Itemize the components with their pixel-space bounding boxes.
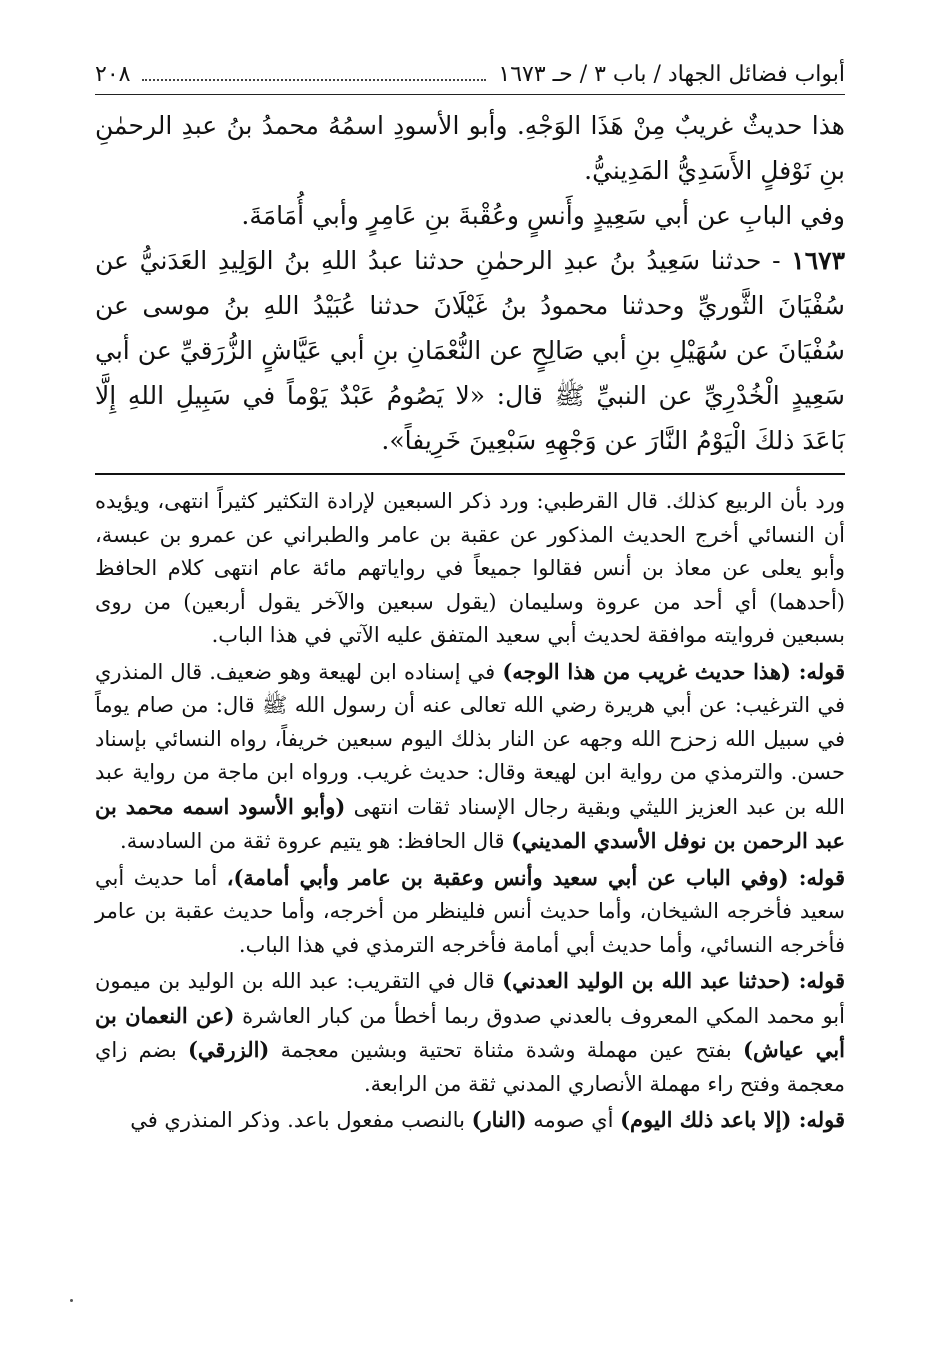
commentary-paragraph-4: قوله: (حدثنا عبد الله بن الوليد العدني) قال في التقريب: عبد الله بن الوليد بن ميمون أبو محمد المكي المعروف بالعدني صدوق ربما أخطأ من كبار العاشرة (عن النعمان بن أبي عياش) بفتح عين مهملة وشدة مثناة تحتية وبشين معجمة (الزرقي) بضم زاي معجمة وفتح راء مهملة الأنصاري المدني ثقة من الرابعة.	[95, 968, 845, 1096]
page-number: ٢٠٨	[95, 62, 131, 87]
commentary-quote-label: قوله: (هذا حديث غريب من هذا الوجه)	[502, 658, 846, 684]
header-dotted-leader	[142, 78, 486, 81]
hadith-paragraph	[95, 238, 845, 463]
commentary-quote-label: قوله: (حدثنا عبد الله بن الوليد العدني)	[502, 968, 845, 993]
commentary-paragraph-1: ورد بأن الربيع كذلك. قال القرطبي: ورد ذكر السبعين لإرادة التكثير كثيراً انتهى، ويؤيده أن النسائي أخرج الحديث المذكور عن عقبة بن عامر والطبراني عن عمرو بن عبسة، وأبو يعلى عن معاذ بن أنس فقالوا جميعاً في رواياتهم مائة عام انتهى كلام الحافظ (أحدهما) أي أحد من عروة وسليمان (يقول سبعين والآخر يقول أربعين) من روى بسبعين فروايته موافقة لحديث أبي سعيد المتفق عليه الآتي في هذا الباب.	[95, 489, 845, 647]
commentary-quote-label: قوله: (إلا باعد ذلك اليوم)	[620, 1107, 845, 1132]
hadith-main-text	[95, 103, 845, 463]
running-header	[95, 58, 845, 95]
document-page	[95, 58, 845, 1140]
commentary-quote-label: قوله: (وفي الباب عن أبي سعيد وأنس وعقبة بن عامر وأبي أمامة)،	[226, 864, 846, 890]
commentary-paragraph-3: قوله: (وفي الباب عن أبي سعيد وأنس وعقبة بن عامر وأبي أمامة)، أما حديث أبي سعيد فأخرجه الشيخان، وأما حديث أنس فلينظر من أخرجه، وأما حديث عقبة بن عامر فأخرجه النسائي، وأما حديث أبي أمامة فأخرجه الترمذي في هذا الباب.	[95, 864, 846, 957]
commentary-paragraph-2: قوله: (هذا حديث غريب من هذا الوجه) في إسناده ابن لهيعة وهو ضعيف. قال المنذري في الترغيب: عن أبي هريرة رضي الله تعالى عنه أن رسول الله ﷺ قال: من صام يوماً في سبيل الله زحزح الله وجهه عن النار بذلك اليوم سبعين خريفاً، رواه النسائي بإسناد حسن. والترمذي من رواية ابن لهيعة وقال: حديث غريب. ورواه ابن ماجة من رواية عبد الله بن عبد العزيز الليثي وبقية رجال الإسناد ثقات انتهى (وأبو الأسود اسمه محمد بن عبد الرحمن بن نوفل الأسدي المديني) قال الحافظ: هو يتيم عروة ثقة من السادسة.	[95, 658, 846, 853]
scan-speck	[70, 1299, 73, 1302]
running-title: أبواب فضائل الجهاد / باب ٣ / حـ ١٦٧٣	[498, 62, 845, 87]
main-paragraph-2: وفي البابِ عن أبي سَعِيدٍ وأَنسٍ وعُقْبةَ بنِ عَامِرٍ وأبي أُمَامَةَ.	[241, 201, 845, 230]
footnote-separator	[95, 473, 845, 475]
hadith-text: - حدثنا سَعِيدُ بنُ عبدِ الرحمٰنِ حدثنا عبدُ اللهِ بنُ الوَلِيدِ العَدَنيُّ عن سُفْيَانَ الثَّوريِّ وحدثنا محمودُ بنُ غَيْلَانَ حدثنا عُبَيْدُ اللهِ بنُ موسى عن سُفْيَانَ عن سُهَيْلِ بنِ أبي صَالِحٍ عن النُّعْمَانِ بنِ أبي عَيَّاشٍ الزُّرَقيِّ عن أبي سَعِيدٍ الْخُدْرِيِّ عن النبيِّ ﷺ قال: «لا يَصُومُ عَبْدٌ يَوْماً في سَبِيلِ اللهِ إِلَّا بَاعَدَ ذلكَ الْيَوْمُ النَّارَ عن وَجْهِهِ سَبْعِينَ خَرِيفاً».	[95, 246, 845, 455]
commentary-paragraph-5: قوله: (إلا باعد ذلك اليوم) أي صومه (النار) بالنصب مفعول باعد. وذكر المنذري في	[130, 1107, 845, 1132]
hadith-number: ١٦٧٣	[791, 246, 845, 275]
commentary-section	[95, 485, 845, 1138]
main-paragraph-1: هذا حديثٌ غريبٌ مِنْ هَذَا الوَجْهِ. وأبو الأسودِ اسمُهُ محمدُ بنُ عبدِ الرحمٰنِ بنِ نَوْفلٍ الأَسَدِيُّ المَدِينيُّ.	[95, 111, 845, 185]
